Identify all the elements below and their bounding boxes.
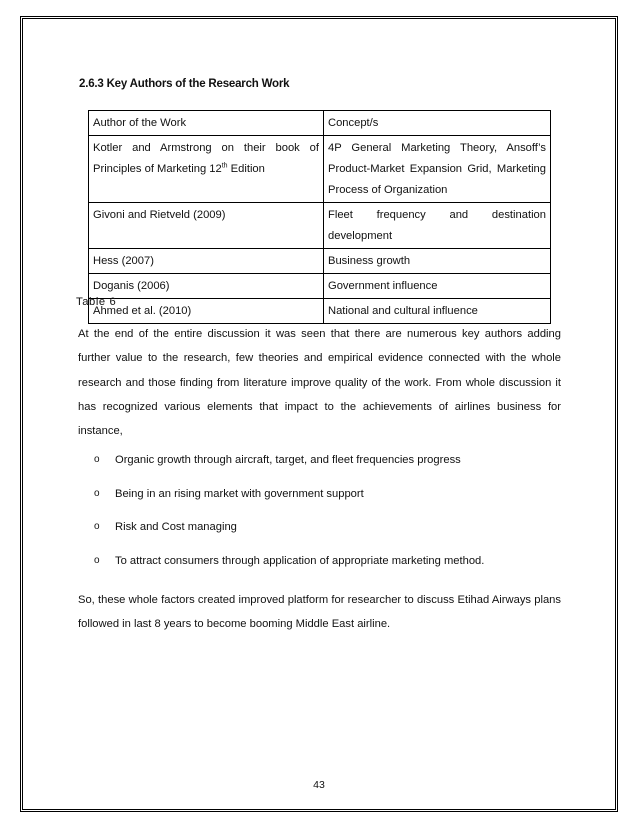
table-row — [89, 136, 551, 203]
concept-line: development — [328, 230, 393, 242]
page-number: 43 — [313, 779, 325, 791]
bullet-marker-icon: o — [94, 555, 100, 567]
superscript: th — [221, 162, 228, 170]
author-line-text: Edition — [227, 163, 265, 175]
table-header-concept: Concept/s — [324, 111, 551, 136]
bullet-marker-icon: o — [94, 454, 100, 465]
table-caption: Table 6 — [76, 296, 117, 308]
list-item-text: Being in an rising market with government support — [115, 487, 364, 500]
table-cell-author — [89, 136, 324, 203]
table-cell-author: Doganis (2006) — [89, 274, 324, 299]
author-line: Kotler and Armstrong on their book of — [93, 142, 319, 154]
table-cell-author: Givoni and Rietveld (2009) — [89, 203, 324, 249]
bullet-marker-icon: o — [94, 487, 100, 499]
table-cell-concept: Government influence — [324, 274, 551, 299]
table-header-author: Author of the Work — [89, 111, 324, 136]
table-cell-author: Ahmed et al. (2010) — [89, 299, 324, 324]
table-row — [89, 203, 551, 249]
list-item — [94, 450, 484, 484]
table-cell-concept: Business growth — [324, 249, 551, 274]
list-item — [94, 484, 484, 518]
key-authors-table — [88, 110, 551, 324]
concept-line: Product-Market Expansion Grid, Marketing — [328, 163, 546, 175]
list-item-text: To attract consumers through application of appropriate marketing method. — [115, 555, 485, 568]
table-cell-concept — [324, 203, 551, 249]
concept-line: Process of Organization — [328, 184, 448, 196]
paragraph: So, these whole factors created improved platform for researcher to discuss Etihad Airways plans followed in last 8 years to become booming Middle East airline. — [78, 594, 561, 631]
author-line — [93, 163, 265, 175]
table-row — [89, 299, 551, 324]
list-item — [94, 551, 484, 585]
table-header-row — [89, 111, 551, 136]
list-item-text: Organic growth through aircraft, target, and fleet frequencies progress — [115, 454, 461, 466]
table-row — [89, 274, 551, 299]
bullet-marker-icon: o — [94, 521, 100, 533]
concept-line: Fleet frequency and destination — [328, 209, 546, 221]
section-heading: 2.6.3 Key Authors of the Research Work — [79, 78, 290, 90]
author-line-text: Principles of Marketing 12 — [93, 163, 222, 175]
list-item-text: Risk and Cost managing — [115, 521, 237, 534]
table-row — [89, 249, 551, 274]
table-cell-author: Hess (2007) — [89, 249, 324, 274]
bullet-list — [94, 450, 484, 585]
table-cell-concept: National and cultural influence — [324, 299, 551, 324]
table-cell-concept — [324, 136, 551, 203]
paragraph: At the end of the entire discussion it was seen that there are numerous key authors adding further value to the research, few theories and empirical evidence connected with the whole research and those finding from literature improve quality of the work. From whole discussion it has recognized various elements that impact to the achievements of airlines business for instance, — [78, 328, 561, 438]
concept-line: 4P General Marketing Theory, Ansoff’s — [328, 142, 546, 154]
list-item — [94, 517, 484, 551]
